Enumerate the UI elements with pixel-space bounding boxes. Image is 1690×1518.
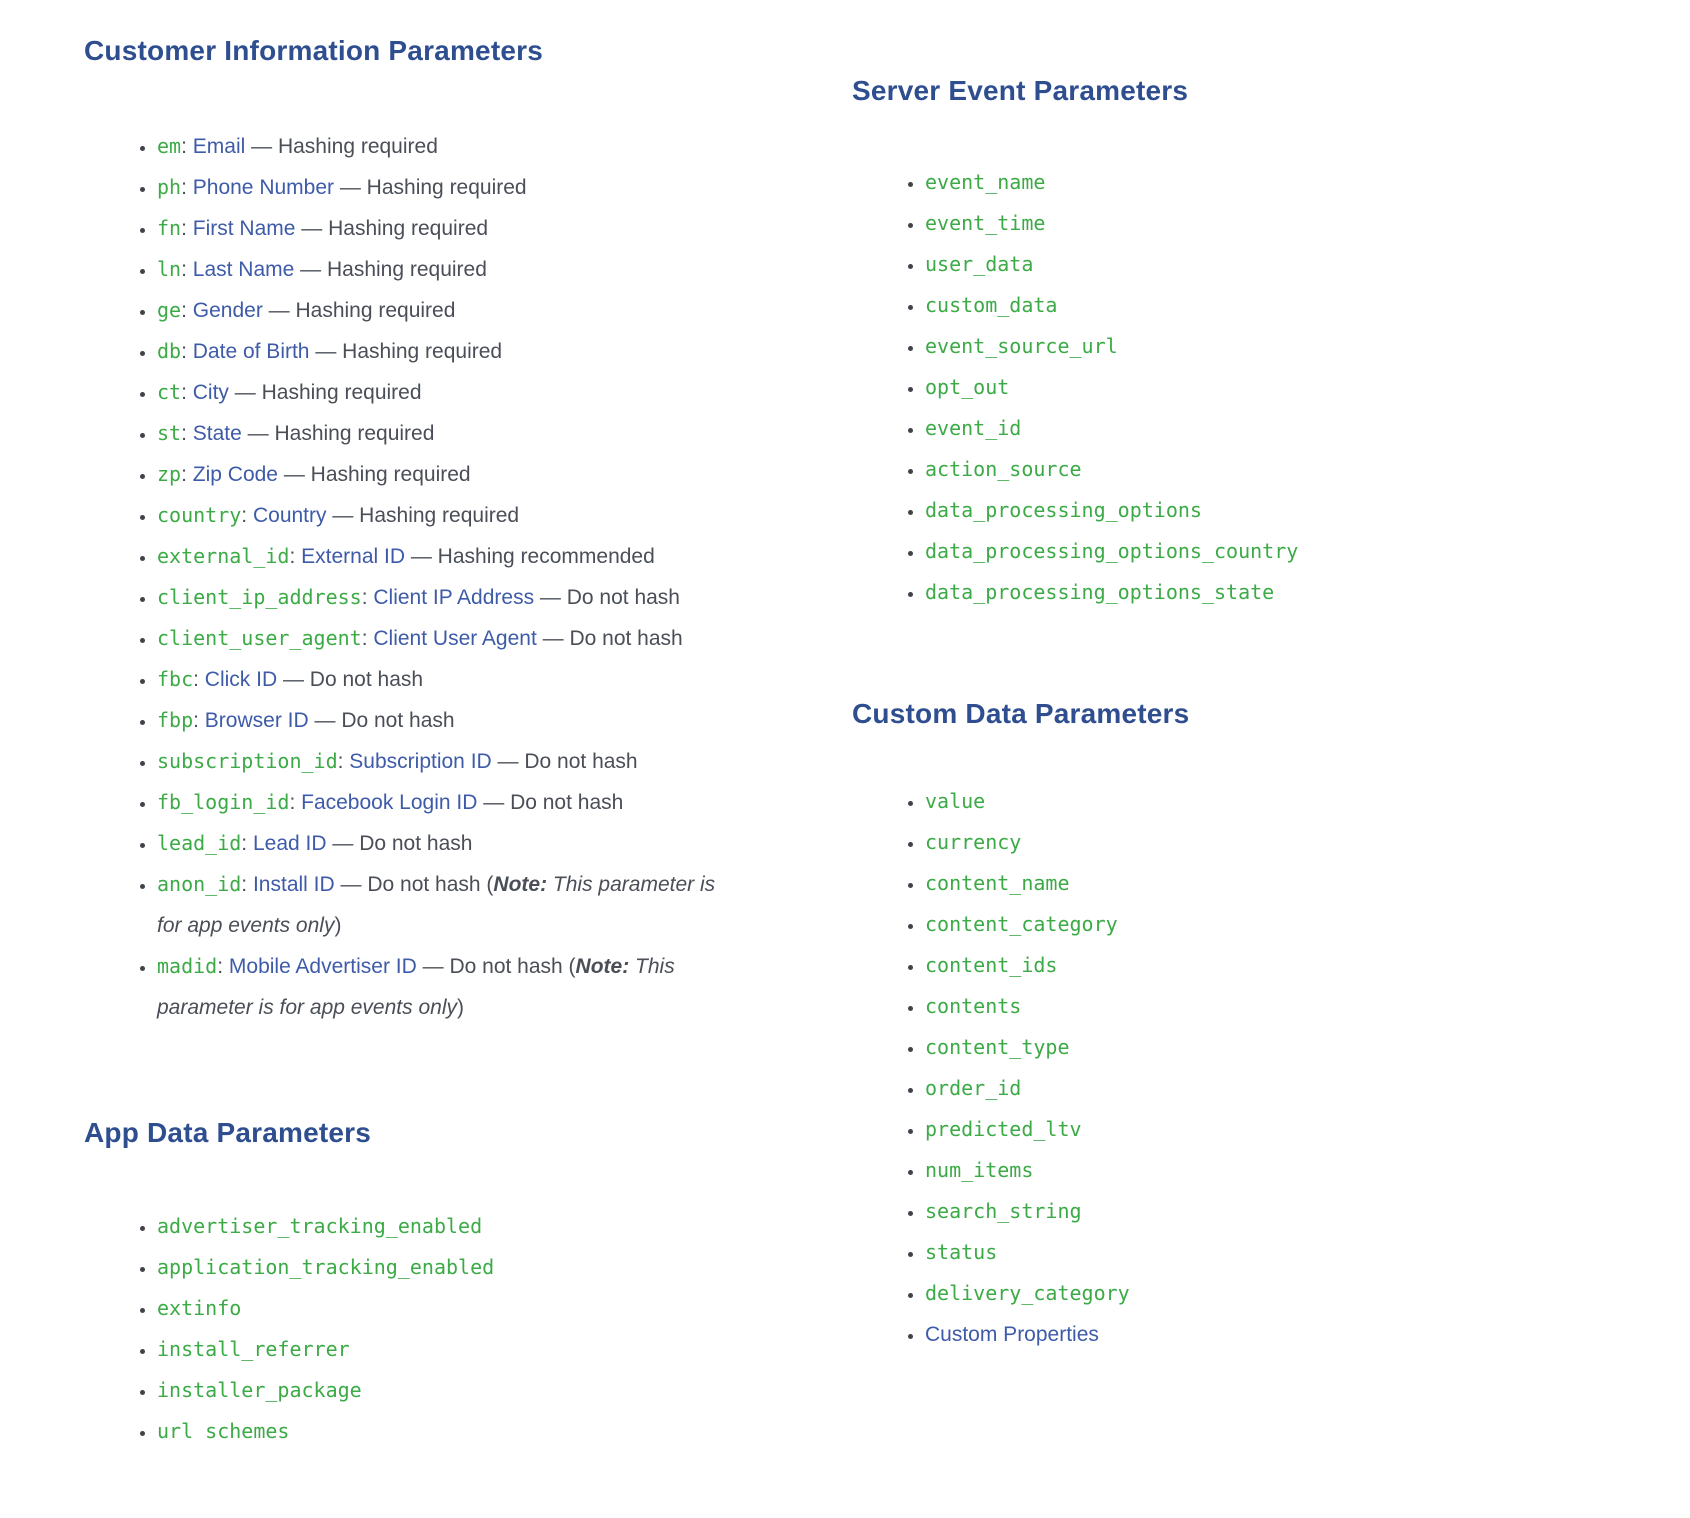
param-code: custom_data	[925, 293, 1058, 317]
param-code: anon_id	[157, 872, 242, 896]
param-text: This parameter is for app events only	[157, 955, 675, 1019]
param-text: :	[181, 217, 193, 240]
app-data-parameter-list	[84, 1206, 796, 1452]
parameter-item	[925, 285, 1492, 326]
param-code: ct	[157, 380, 182, 404]
param-text: — Hashing required	[309, 340, 503, 363]
param-code: install_referrer	[157, 1337, 350, 1361]
parameter-item	[157, 1411, 796, 1452]
param-text: — Hashing required	[326, 504, 520, 527]
parameter-item	[925, 531, 1492, 572]
param-code: db	[157, 339, 182, 363]
param-code: ge	[157, 298, 182, 322]
param-text: :	[181, 299, 193, 322]
param-text: :	[217, 955, 229, 978]
parameter-item	[925, 162, 1492, 203]
parameter-item	[925, 781, 1492, 822]
param-code: ph	[157, 175, 182, 199]
param-code: data_processing_options_country	[925, 539, 1299, 563]
param-text: :	[361, 586, 374, 609]
param-text: :	[181, 258, 193, 281]
parameter-item	[925, 1314, 1492, 1355]
param-text: — Hashing recommended	[405, 545, 655, 568]
param-link[interactable]: Country	[252, 504, 327, 527]
parameter-item	[157, 413, 735, 454]
param-code: extinfo	[157, 1296, 242, 1320]
parameter-item	[925, 572, 1492, 613]
parameter-item	[925, 945, 1492, 986]
param-code: client_ip_address	[157, 585, 362, 609]
param-text: :	[361, 627, 374, 650]
param-text: — Hashing required	[228, 381, 422, 404]
custom-data-parameter-list	[852, 781, 1492, 1355]
parameter-item	[925, 326, 1492, 367]
parameter-item	[157, 1370, 796, 1411]
param-text: )	[457, 996, 464, 1019]
param-code: em	[157, 134, 182, 158]
parameter-item	[157, 290, 735, 331]
param-code: delivery_category	[925, 1281, 1130, 1305]
param-text: :	[337, 750, 350, 773]
parameter-item	[925, 863, 1492, 904]
param-text: — Do not hash	[416, 955, 563, 978]
param-text: — Hashing required	[241, 422, 435, 445]
param-code: content_name	[925, 871, 1070, 895]
param-text: :	[181, 381, 193, 404]
param-link[interactable]: Last Name	[192, 258, 295, 281]
parameter-item	[925, 203, 1492, 244]
parameter-item	[157, 167, 735, 208]
param-code: action_source	[925, 457, 1082, 481]
heading-custom-data-parameters: Custom Data Parameters	[852, 698, 1190, 729]
param-text: :	[181, 176, 193, 199]
param-link[interactable]: Mobile Advertiser ID	[228, 955, 417, 978]
param-link[interactable]: Zip Code	[192, 463, 278, 486]
param-text: Note:	[575, 955, 630, 978]
parameter-item	[157, 823, 735, 864]
param-text: — Do not hash	[334, 873, 481, 896]
param-link[interactable]: City	[192, 381, 229, 404]
parameter-item	[157, 741, 735, 782]
parameter-item	[925, 1191, 1492, 1232]
param-text: — Hashing required	[277, 463, 471, 486]
param-code: advertiser_tracking_enabled	[157, 1214, 483, 1238]
parameter-item	[925, 408, 1492, 449]
left-column	[84, 0, 796, 1452]
parameter-item	[925, 1150, 1492, 1191]
customer-information-parameter-list	[84, 126, 735, 1028]
param-text: :	[193, 668, 205, 691]
parameter-item	[157, 1288, 796, 1329]
parameter-item	[925, 1068, 1492, 1109]
parameter-item	[925, 822, 1492, 863]
parameter-item	[925, 244, 1492, 285]
param-text: :	[181, 463, 193, 486]
parameter-item	[157, 782, 735, 823]
param-code: external_id	[157, 544, 290, 568]
param-code: zp	[157, 462, 182, 486]
param-text: — Hashing required	[295, 217, 489, 240]
parameter-item	[157, 577, 735, 618]
param-text: :	[241, 832, 253, 855]
parameter-item	[925, 367, 1492, 408]
parameter-item	[157, 1247, 796, 1288]
parameter-item	[157, 1206, 796, 1247]
param-code: data_processing_options_state	[925, 580, 1275, 604]
param-text: — Do not hash	[491, 750, 638, 773]
param-code: content_ids	[925, 953, 1058, 977]
param-link[interactable]: Custom Properties	[925, 1323, 1099, 1346]
param-code: country	[157, 503, 242, 527]
param-code: event_source_url	[925, 334, 1118, 358]
param-code: ln	[157, 257, 182, 281]
param-link[interactable]: Client IP Address	[373, 586, 535, 609]
param-code: event_time	[925, 211, 1046, 235]
parameter-item	[157, 126, 735, 167]
param-text: :	[289, 791, 302, 814]
param-code: contents	[925, 994, 1022, 1018]
param-link[interactable]: Subscription ID	[349, 750, 492, 773]
parameter-item	[157, 864, 735, 946]
param-text: :	[181, 422, 193, 445]
param-link[interactable]: External ID	[301, 545, 405, 568]
param-text: — Hashing required	[262, 299, 456, 322]
param-link[interactable]: Email	[192, 135, 246, 158]
parameter-item	[157, 454, 735, 495]
parameter-item	[925, 490, 1492, 531]
param-link[interactable]: Client User Agent	[373, 627, 537, 650]
heading-customer-information-parameters: Customer Information Parameters	[84, 35, 543, 66]
param-code: order_id	[925, 1076, 1022, 1100]
heading-server-event-parameters: Server Event Parameters	[852, 75, 1189, 106]
param-code: st	[157, 421, 182, 445]
param-code: predicted_ltv	[925, 1117, 1082, 1141]
parameter-item	[157, 495, 735, 536]
param-link[interactable]: Gender	[192, 299, 263, 322]
param-code: num_items	[925, 1158, 1034, 1182]
param-text: :	[241, 504, 253, 527]
param-text: This parameter is for app events only	[157, 873, 716, 937]
param-code: fbp	[157, 708, 194, 732]
parameter-item	[157, 536, 735, 577]
param-text: )	[334, 914, 342, 937]
param-code: subscription_id	[157, 749, 338, 773]
param-link[interactable]: Browser ID	[204, 709, 309, 732]
param-link[interactable]: Phone Number	[192, 176, 335, 199]
parameter-item	[925, 1109, 1492, 1150]
param-code: status	[925, 1240, 998, 1264]
param-text: — Hashing required	[334, 176, 527, 199]
parameter-item	[925, 986, 1492, 1027]
param-code: installer_package	[157, 1378, 362, 1402]
param-text: (	[480, 873, 494, 896]
param-code: value	[925, 789, 986, 813]
right-column	[852, 0, 1492, 1355]
param-code: content_type	[925, 1035, 1070, 1059]
parameter-item	[157, 700, 735, 741]
param-code: url schemes	[157, 1419, 290, 1443]
param-code: fn	[157, 216, 182, 240]
param-code: client_user_agent	[157, 626, 362, 650]
param-code: user_data	[925, 252, 1034, 276]
param-text: :	[181, 135, 193, 158]
parameter-item	[157, 659, 735, 700]
param-link[interactable]: Lead ID	[252, 832, 327, 855]
param-link[interactable]: Click ID	[204, 668, 278, 691]
param-code: application_tracking_enabled	[157, 1255, 495, 1279]
param-code: madid	[157, 954, 218, 978]
param-code: lead_id	[157, 831, 242, 855]
param-text: — Hashing required	[294, 258, 487, 281]
param-code: opt_out	[925, 375, 1010, 399]
parameter-item	[925, 449, 1492, 490]
param-text: — Do not hash	[277, 668, 424, 691]
param-code: event_name	[925, 170, 1046, 194]
param-text: Note:	[493, 873, 548, 896]
param-text: — Do not hash	[326, 832, 473, 855]
param-text: — Do not hash	[477, 791, 624, 814]
param-code: content_category	[925, 912, 1118, 936]
parameter-item	[925, 1027, 1492, 1068]
param-link[interactable]: First Name	[192, 217, 296, 240]
param-text: — Do not hash	[534, 586, 680, 609]
parameter-item	[925, 1273, 1492, 1314]
parameter-item	[157, 208, 735, 249]
param-text: :	[193, 709, 205, 732]
heading-app-data-parameters: App Data Parameters	[84, 1117, 372, 1148]
param-text: — Do not hash	[308, 709, 455, 732]
param-link[interactable]: Date of Birth	[192, 340, 310, 363]
parameter-item	[157, 372, 735, 413]
param-code: event_id	[925, 416, 1022, 440]
parameter-item	[157, 618, 735, 659]
parameter-item	[157, 1329, 796, 1370]
param-text: — Do not hash	[536, 627, 683, 650]
param-code: fb_login_id	[157, 790, 290, 814]
param-code: currency	[925, 830, 1022, 854]
parameter-item	[157, 249, 735, 290]
param-text: — Hashing required	[245, 135, 438, 158]
param-code: data_processing_options	[925, 498, 1202, 522]
param-link[interactable]: State	[192, 422, 242, 445]
param-text: :	[289, 545, 302, 568]
param-link[interactable]: Facebook Login ID	[301, 791, 478, 814]
param-text: :	[181, 340, 193, 363]
parameter-item	[157, 331, 735, 372]
param-code: fbc	[157, 667, 194, 691]
parameter-item	[157, 946, 735, 1028]
parameter-item	[925, 904, 1492, 945]
param-link[interactable]: Install ID	[252, 873, 335, 896]
param-code: search_string	[925, 1199, 1082, 1223]
parameter-item	[925, 1232, 1492, 1273]
param-text: (	[562, 955, 576, 978]
server-event-parameter-list	[852, 162, 1492, 613]
param-text: :	[241, 873, 253, 896]
